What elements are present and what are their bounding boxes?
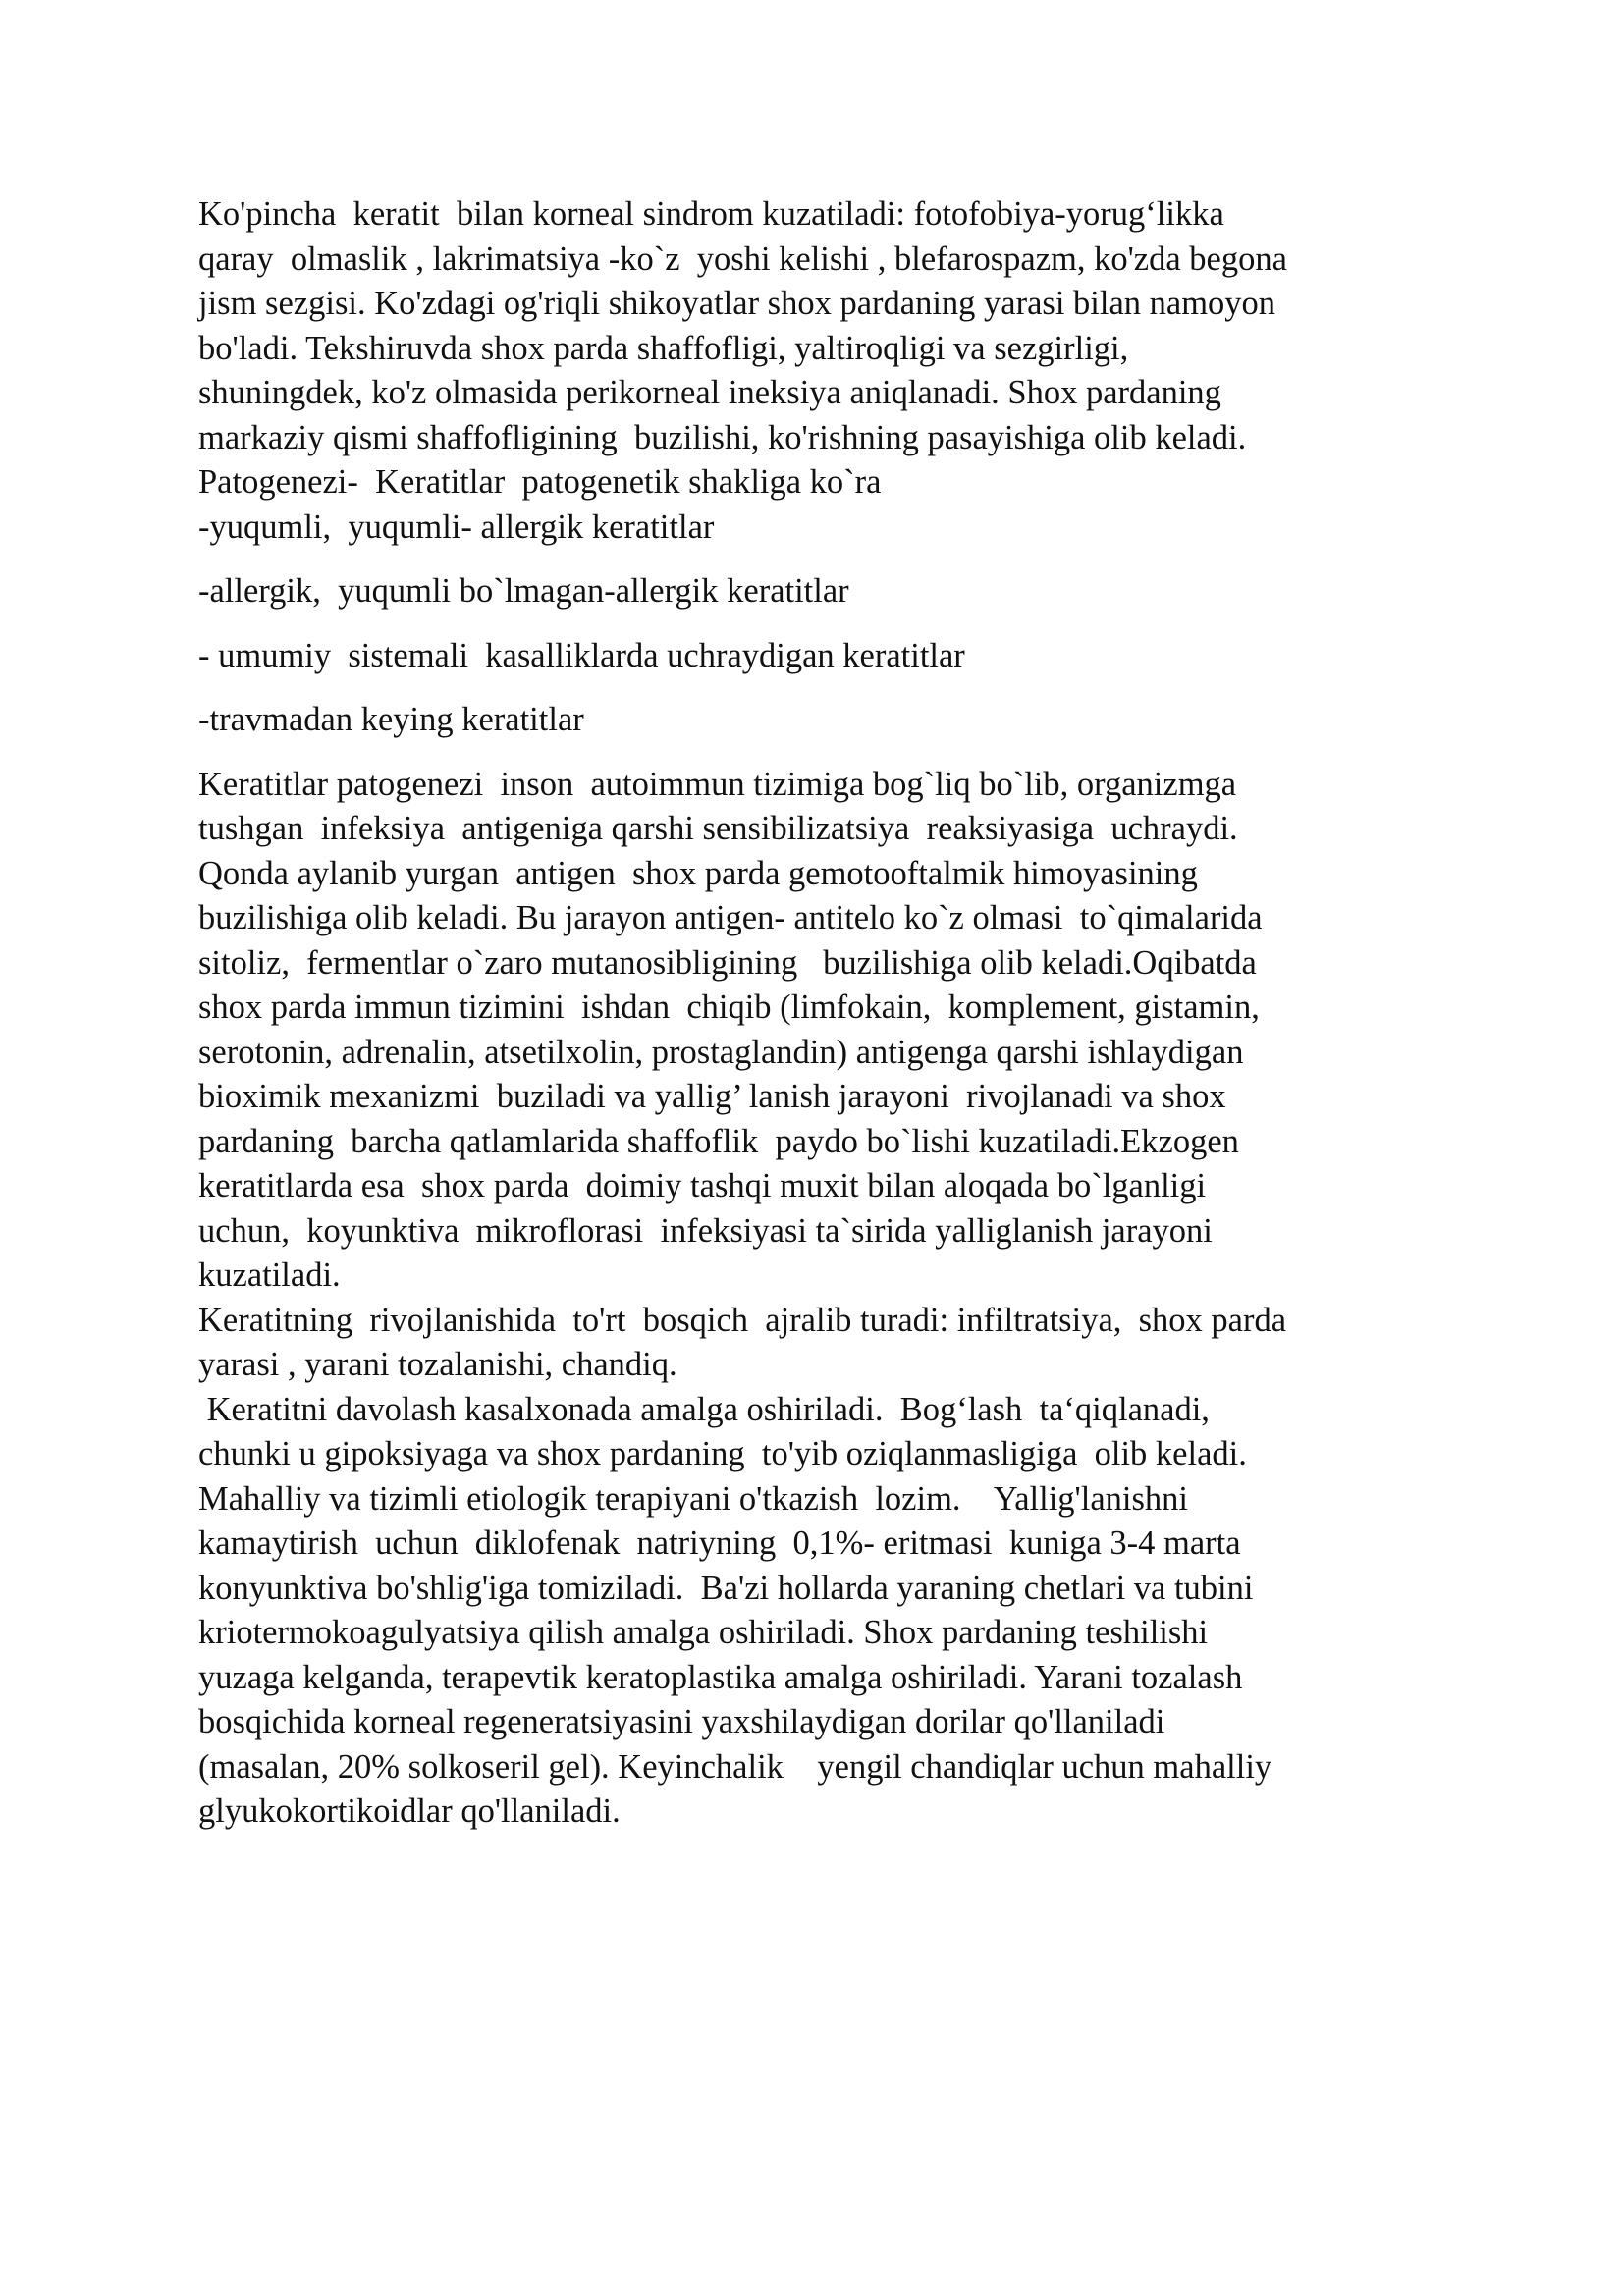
text-line: bioximik mexanizmi buziladi va yallig’ lanish jarayoni rivojlanadi va shox <box>198 1078 1226 1115</box>
text-line: Keratitni davolash kasalxonada amalga oshiriladi. Bog‘lash ta‘qiqlanadi, <box>198 1390 1210 1428</box>
text-line: konyunktiva bo'shlig'iga tomiziladi. Ba'zi hollarda yaraning chetlari va tubini <box>198 1569 1254 1607</box>
text-line: Keratitlar patogenezi inson autoimmun tizimiga bog`liq bo`lib, organizmga <box>198 765 1237 803</box>
text-line: keratitlarda esa shox parda doimiy tashqi muxit bilan aloqada bo`lganligi <box>198 1167 1207 1204</box>
text-line: yarasi , yarani tozalanishi, chandiq. <box>198 1346 677 1383</box>
text-line: pardaning barcha qatlamlarida shaffoflik paydo bo`lishi kuzatiladi.Ekzogen <box>198 1122 1239 1160</box>
text-line: jism sezgisi. Ko'zdagi og'riqli shikoyatlar shox pardaning yarasi bilan namoyon <box>198 285 1276 322</box>
text-line: glyukokortikoidlar qo'llaniladi. <box>198 1792 621 1830</box>
text-line: (masalan, 20% solkoseril gel). Keyinchalik yengil chandiqlar uchun mahalliy <box>198 1747 1272 1786</box>
text-line: -yuqumli, yuqumli- allergik keratitlar <box>198 507 715 546</box>
text-line: bo'ladi. Tekshiruvda shox parda shaffofligi, yaltiroqligi va sezgirligi, <box>198 329 1129 367</box>
text-line: markaziy qismi shaffofligining buzilishi, ko'rishning pasayishiga olib keladi. <box>198 418 1247 456</box>
text-line: qaray olmaslik , lakrimatsiya -ko`z yoshi kelishi , blefarospazm, ko'zda begona <box>198 240 1287 278</box>
text-line: Qonda aylanib yurgan antigen shox parda gemotooftalmik himoyasining <box>198 854 1198 892</box>
pathogenesis-paragraph <box>198 763 1475 1835</box>
text-line: yuzaga kelganda, terapevtik keratoplastika amalga oshiriladi. Yarani tozalash <box>198 1658 1243 1696</box>
text-line: kriotermokoagulyatsiya qilish amalga oshiriladi. Shox pardaning teshilishi <box>198 1614 1209 1651</box>
text-line: Patogenezi- Keratitlar patogenetik shakliga ko`ra <box>198 463 882 501</box>
text-line: Keratitning rivojlanishida to'rt bosqich ajralib turadi: infiltratsiya, shox parda <box>198 1301 1287 1339</box>
text-line: kamaytirish uchun diklofenak natriyning 0,1%- eritmasi kuniga 3-4 marta <box>198 1524 1241 1562</box>
text-line: chunki u gipoksiyaga va shox pardaning to'yib oziqlanmasligiga olib keladi. <box>198 1435 1247 1472</box>
list-item: -travmadan keying keratitlar <box>198 701 584 738</box>
text-line: serotonin, adrenalin, atsetilxolin, prostaglandin) antigenga qarshi ishlaydigan <box>198 1033 1244 1071</box>
text-line: bosqichida korneal regeneratsiyasini yaxshilaydigan dorilar qo'llaniladi <box>198 1703 1165 1740</box>
text-line: sitoliz, fermentlar o`zaro mutanosibligining buzilishiga olib keladi.Oqibatda <box>198 943 1257 982</box>
text-line: Mahalliy va tizimli etiologik terapiyani o'tkazish lozim. Yallig'lanishni <box>198 1479 1188 1518</box>
list-item: - umumiy sistemali kasalliklarda uchraydigan keratitlar <box>198 636 965 674</box>
text-line: shuningdek, ko'z olmasida perikorneal ineksiya aniqlanadi. Shox pardaning <box>198 374 1221 411</box>
text-line: shox parda immun tizimini ishdan chiqib (limfokain, komplement, gistamin, <box>198 988 1260 1026</box>
document-body <box>198 192 1475 1835</box>
text-line: Ko'pincha keratit bilan korneal sindrom kuzatiladi: fotofobiya-yorug‘likka <box>198 195 1224 233</box>
intro-paragraph <box>198 192 1475 550</box>
text-line: uchun, koyunktiva mikroflorasi infeksiyasi ta`sirida yalliglanish jarayoni <box>198 1211 1213 1250</box>
text-line: tushgan infeksiya antigeniga qarshi sensibilizatsiya reaksiyasiga uchraydi. <box>198 810 1238 847</box>
list-item: -allergik, yuqumli bo`lmagan-allergik keratitlar <box>198 572 849 610</box>
text-line: kuzatiladi. <box>198 1256 341 1294</box>
text-line: buzilishiga olib keladi. Bu jarayon antigen- antitelo ko`z olmasi to`qimalarida <box>198 899 1263 936</box>
